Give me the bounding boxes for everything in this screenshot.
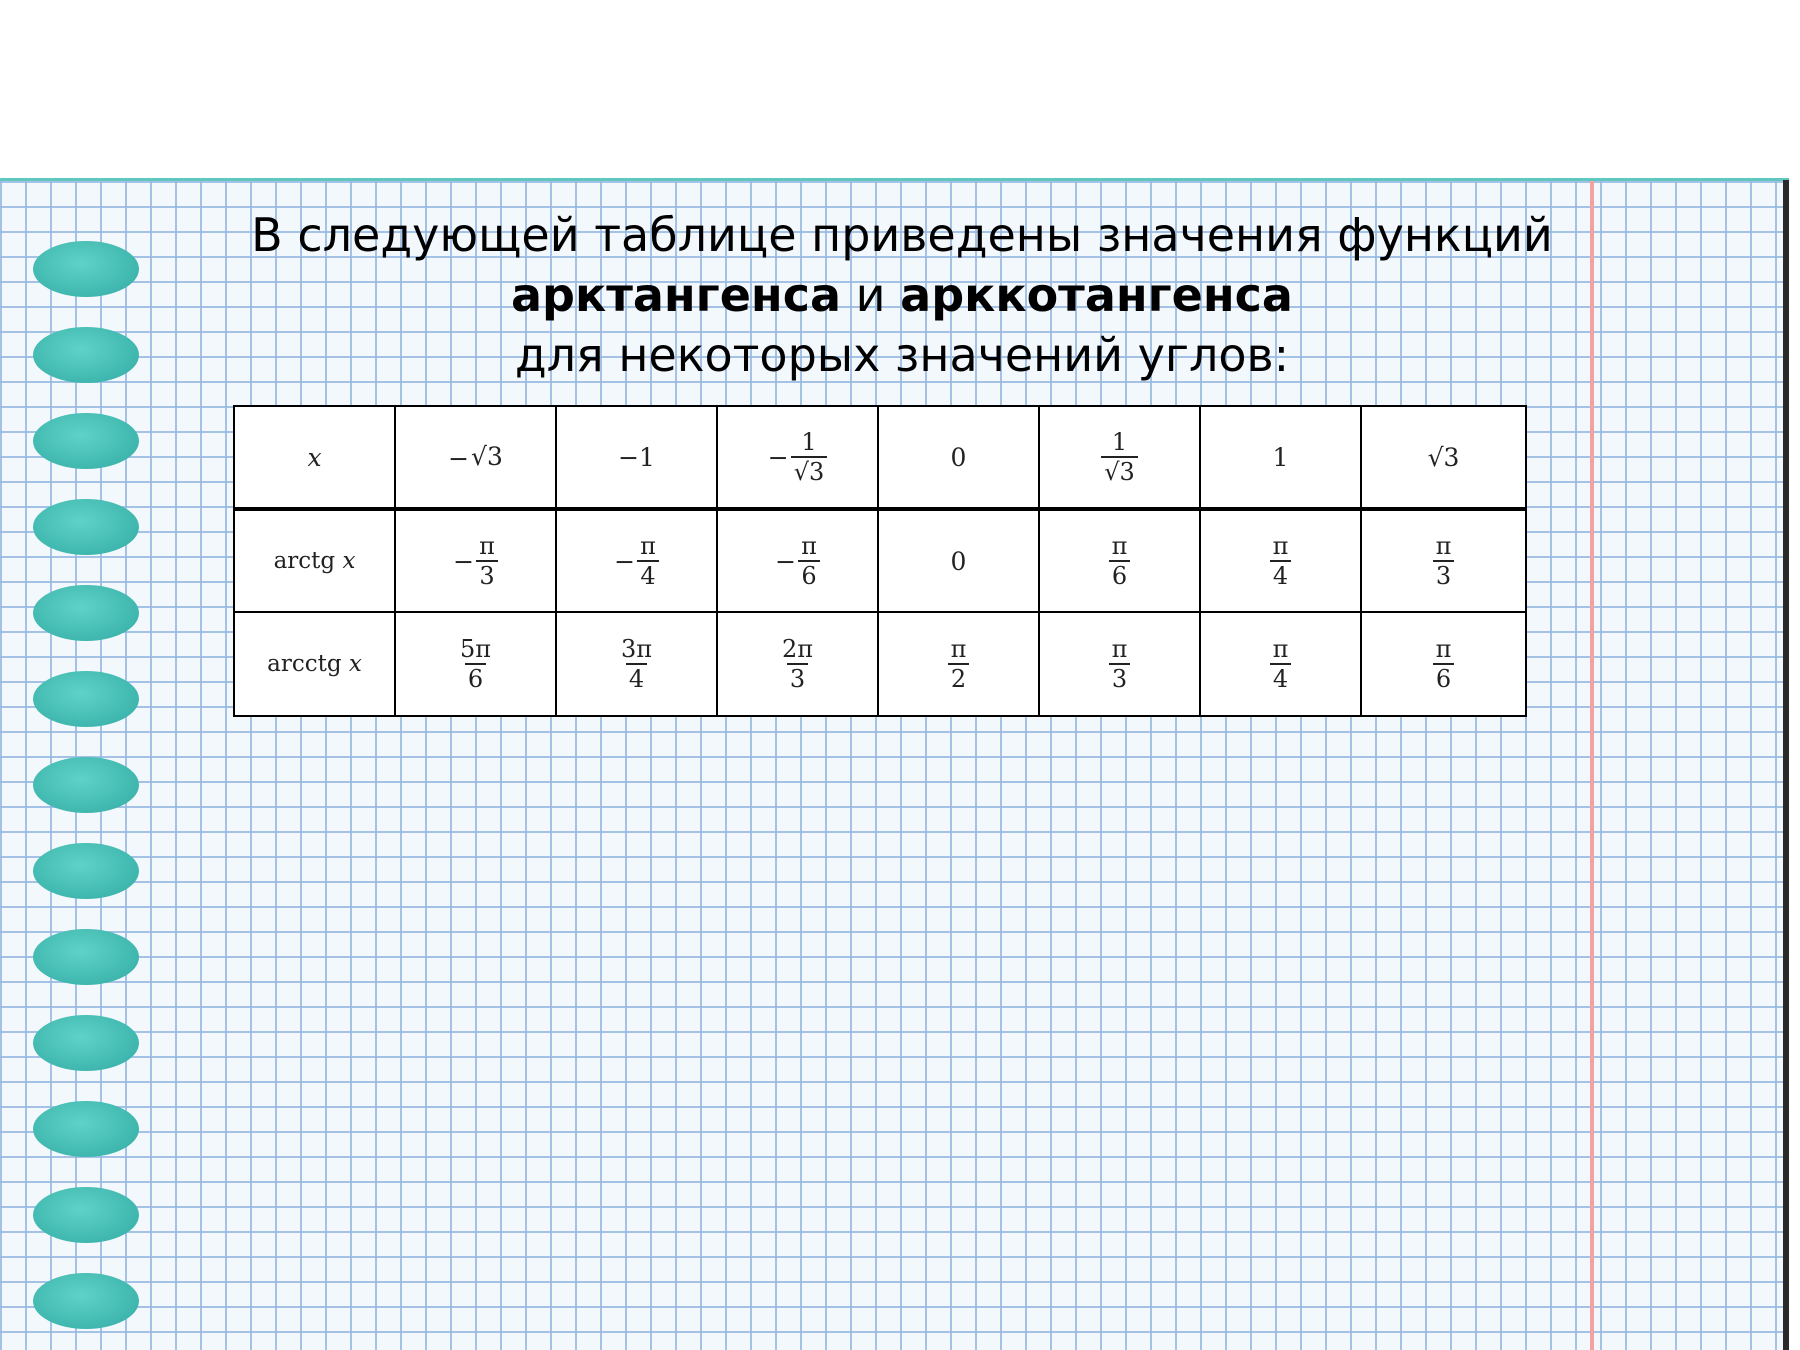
fraction-denominator: 3 xyxy=(476,560,497,590)
fraction-denominator: 6 xyxy=(798,560,819,590)
table-cell xyxy=(878,406,1039,509)
fraction xyxy=(1101,428,1138,486)
fraction-numerator: 3π xyxy=(620,635,653,663)
fraction xyxy=(948,635,970,693)
fraction-numerator: π xyxy=(640,532,656,560)
binder-ring-icon xyxy=(33,327,139,383)
table-cell xyxy=(1200,509,1361,612)
fraction xyxy=(637,532,659,590)
table-cell xyxy=(1039,406,1200,509)
fraction xyxy=(1433,532,1455,590)
fraction-numerator: π xyxy=(479,532,495,560)
fraction-numerator: π xyxy=(1111,635,1128,663)
header-variable: x xyxy=(307,442,322,472)
slide-heading xyxy=(232,205,1572,385)
row-label-variable: x xyxy=(348,651,362,677)
fraction-denominator: √3 xyxy=(791,456,828,486)
paper-edge xyxy=(1783,180,1789,1350)
binder-ring-icon xyxy=(33,929,139,985)
table-cell xyxy=(1361,406,1526,509)
fraction-numerator: π xyxy=(1435,635,1452,663)
fraction xyxy=(618,635,655,693)
heading-line-3: для некоторых значений углов: xyxy=(514,328,1290,382)
table-cell xyxy=(717,612,878,716)
values-table xyxy=(233,405,1527,717)
cell-value: 1 xyxy=(1272,442,1289,472)
heading-arctangent-term: арктангенса xyxy=(511,268,841,322)
fraction xyxy=(1109,532,1131,590)
table-cell xyxy=(1039,612,1200,716)
slide-top-area xyxy=(0,0,1800,178)
fraction xyxy=(798,532,820,590)
table-cell xyxy=(1039,509,1200,612)
heading-line-1: В следующей таблице приведены значения функций xyxy=(251,208,1553,262)
table-cell xyxy=(717,406,878,509)
fraction-numerator: 1 xyxy=(1111,428,1128,456)
fraction xyxy=(1270,635,1292,693)
table-cell xyxy=(878,612,1039,716)
table-cell xyxy=(878,509,1039,612)
table-row-arcctg xyxy=(234,612,1526,716)
heading-line-2 xyxy=(232,265,1572,325)
binder-ring-icon xyxy=(33,1273,139,1329)
binder-ring-icon xyxy=(33,241,139,297)
fraction-denominator: 4 xyxy=(626,663,647,693)
binder-ring-icon xyxy=(33,671,139,727)
table-cell xyxy=(1361,509,1526,612)
fraction-denominator: 3 xyxy=(787,663,808,693)
binder-ring-icon xyxy=(33,499,139,555)
table-cell xyxy=(1361,612,1526,716)
fraction xyxy=(1270,532,1292,590)
binder-ring-icon xyxy=(33,413,139,469)
binder-ring-icon xyxy=(33,1015,139,1071)
fraction xyxy=(476,532,498,590)
row-label-text: arcctg xyxy=(267,651,342,677)
table-cell xyxy=(556,509,717,612)
fraction-numerator: π xyxy=(801,532,817,560)
minus-sign: − xyxy=(767,442,789,472)
cell-value: −1 xyxy=(618,442,655,472)
fraction-numerator: π xyxy=(1111,532,1128,560)
table-cell xyxy=(556,612,717,716)
fraction-denominator: 6 xyxy=(1109,560,1130,590)
fraction-numerator: 5π xyxy=(459,635,492,663)
table-header-row xyxy=(234,406,1526,509)
table-cell xyxy=(556,406,717,509)
fraction xyxy=(1433,635,1455,693)
heading-conjunction: и xyxy=(855,268,886,322)
fraction-numerator: 2π xyxy=(781,635,814,663)
fraction-numerator: 1 xyxy=(801,428,817,456)
cell-value: 0 xyxy=(950,442,967,472)
binder-ring-icon xyxy=(33,585,139,641)
binder-ring-icon xyxy=(33,843,139,899)
fraction xyxy=(779,635,816,693)
table-cell xyxy=(395,509,556,612)
table-row-arctg xyxy=(234,509,1526,612)
fraction-numerator: π xyxy=(1435,532,1452,560)
fraction-denominator: 6 xyxy=(1433,663,1454,693)
table-cell xyxy=(1200,612,1361,716)
heading-arccotangent-term: арккотангенса xyxy=(900,268,1293,322)
fraction-denominator: 4 xyxy=(637,560,658,590)
row-label-text: arctg xyxy=(273,548,336,574)
header-label-cell xyxy=(234,406,395,509)
notebook-margin-line xyxy=(1590,181,1594,1350)
fraction-denominator: 4 xyxy=(1270,663,1291,693)
fraction xyxy=(457,635,494,693)
fraction-denominator: 3 xyxy=(1433,560,1454,590)
minus-sign: − xyxy=(614,546,636,576)
table-cell xyxy=(717,509,878,612)
row-label-arctg xyxy=(234,509,395,612)
fraction-denominator: 2 xyxy=(948,663,969,693)
fraction-numerator: π xyxy=(1272,635,1289,663)
cell-value: 0 xyxy=(950,546,967,576)
table-cell xyxy=(1200,406,1361,509)
fraction-denominator: 6 xyxy=(465,663,486,693)
fraction-denominator: 3 xyxy=(1109,663,1130,693)
table-cell xyxy=(395,406,556,509)
fraction xyxy=(791,428,828,486)
row-label-arcctg xyxy=(234,612,395,716)
row-label-variable: x xyxy=(342,548,356,574)
binder-ring-icon xyxy=(33,1101,139,1157)
fraction-denominator: 4 xyxy=(1270,560,1291,590)
binder-ring-icon xyxy=(33,1187,139,1243)
minus-sign: − xyxy=(453,546,475,576)
cell-value: √3 xyxy=(1427,442,1460,472)
fraction-denominator: √3 xyxy=(1101,456,1138,486)
minus-sign: − xyxy=(448,443,470,473)
binder-ring-icon xyxy=(33,757,139,813)
table-cell xyxy=(395,612,556,716)
cell-value: √3 xyxy=(471,441,503,471)
fraction-numerator: π xyxy=(1272,532,1289,560)
fraction-numerator: π xyxy=(950,635,967,663)
minus-sign: − xyxy=(775,546,797,576)
fraction xyxy=(1109,635,1131,693)
